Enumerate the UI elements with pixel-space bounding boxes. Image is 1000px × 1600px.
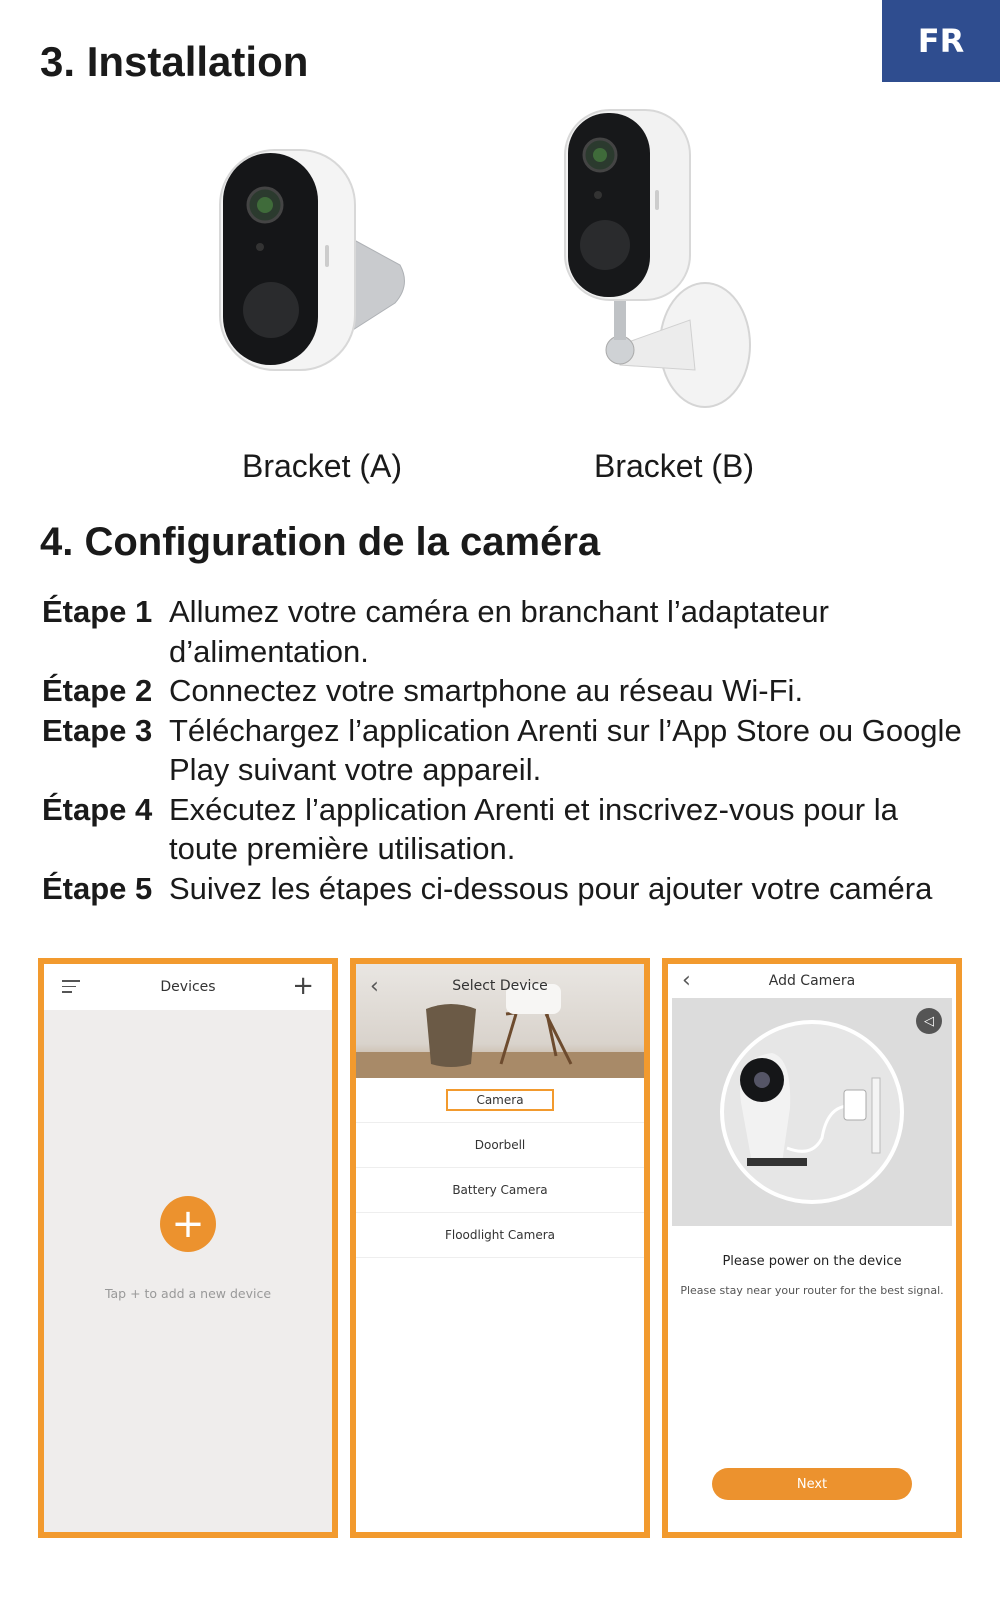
device-option-camera[interactable] xyxy=(356,1078,644,1123)
bracket-b-label: Bracket (B) xyxy=(594,448,755,484)
step-label: Étape 5 xyxy=(42,870,153,906)
screenshot-select-device xyxy=(350,958,650,1538)
step-text: Téléchargez l’application Arenti sur l’App Store ou Google Play suivant votre appareil. xyxy=(169,712,962,787)
step-text: Exécutez l’application Arenti et inscrivez-vous pour la toute première utilisation. xyxy=(169,791,898,866)
device-option-doorbell[interactable]: Doorbell xyxy=(356,1123,644,1168)
back-icon[interactable]: ‹ xyxy=(682,968,691,993)
selected-highlight: Camera xyxy=(446,1089,553,1111)
step-label: Étape 2 xyxy=(42,673,153,708)
next-button[interactable]: Next xyxy=(712,1468,912,1500)
steps-list xyxy=(42,592,962,908)
step-label: Étape 4 xyxy=(42,791,153,827)
plus-icon[interactable]: + xyxy=(292,971,314,1001)
step-text: Suivez les étapes ci-dessous pour ajouter votre caméra xyxy=(169,870,933,906)
step-4 xyxy=(42,790,962,869)
step-text: Allumez votre caméra en branchant l’adaptateur d’alimentation. xyxy=(169,594,829,669)
step-3 xyxy=(42,711,962,790)
installation-heading: 3. Installation xyxy=(40,38,309,85)
add-device-button[interactable]: + xyxy=(160,1196,216,1252)
speaker-icon[interactable]: ◁ xyxy=(916,1008,942,1034)
device-option-floodlight-camera[interactable]: Floodlight Camera xyxy=(356,1213,644,1258)
power-illustration xyxy=(672,998,952,1226)
step-1 xyxy=(42,592,962,671)
step-text: Connectez votre smartphone au réseau Wi-Fi. xyxy=(169,673,804,708)
devices-header xyxy=(44,964,332,1010)
step-label: Etape 3 xyxy=(42,712,153,748)
bracket-a-label: Bracket (A) xyxy=(242,448,403,484)
add-camera-title: Add Camera xyxy=(768,973,856,989)
camera-bracket-b-image xyxy=(560,105,760,415)
device-option-battery-camera[interactable]: Battery Camera xyxy=(356,1168,644,1213)
room-photo-banner xyxy=(356,964,644,1078)
step-5 xyxy=(42,869,962,909)
step-2 xyxy=(42,671,962,711)
devices-title: Devices xyxy=(160,979,216,995)
camera-bracket-a-image xyxy=(215,145,415,375)
power-on-heading: Please power on the device xyxy=(722,1254,902,1269)
screenshot-devices xyxy=(38,958,338,1538)
menu-icon[interactable] xyxy=(62,980,80,997)
configuration-heading: 4. Configuration de la caméra xyxy=(40,520,601,564)
step-label: Étape 1 xyxy=(42,594,153,629)
back-icon[interactable]: ‹ xyxy=(370,974,379,999)
screenshot-add-camera xyxy=(662,958,962,1538)
add-camera-header xyxy=(668,964,956,998)
router-hint: Please stay near your router for the best signal. xyxy=(680,1284,944,1297)
language-badge: FR xyxy=(882,0,1000,82)
select-device-title: Select Device xyxy=(452,978,548,994)
empty-state-hint: Tap + to add a new device xyxy=(104,1286,272,1301)
